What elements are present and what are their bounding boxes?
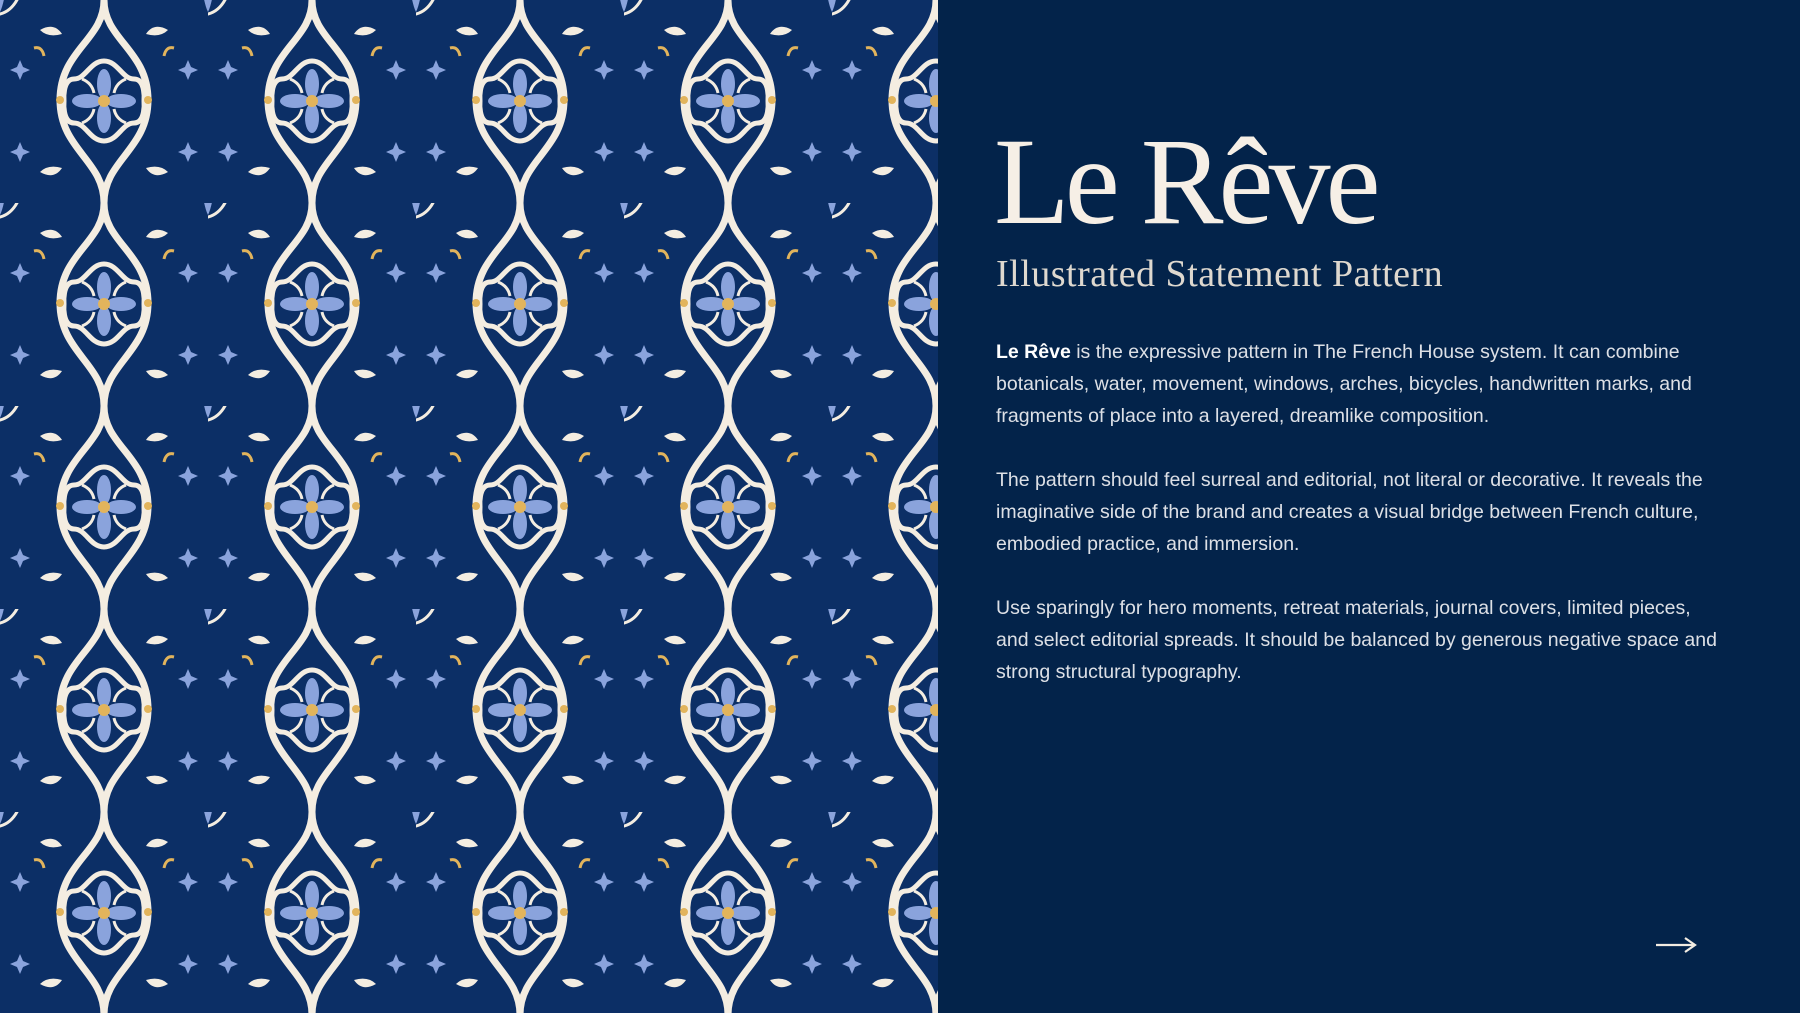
- description-paragraph-2: The pattern should feel surreal and editorial, not literal or decorative. It reveals the imaginative side of the brand and creates a visual bridge between French culture, embodied practice, and immersion.: [996, 468, 1703, 555]
- page-subtitle: Illustrated Statement Pattern: [996, 253, 1444, 295]
- description-paragraph-3: Use sparingly for hero moments, retreat materials, journal covers, limited pieces, and select editorial spreads. It should be balanced by generous negative space and strong structural typography.: [996, 596, 1717, 683]
- description-paragraph-1: [996, 336, 1724, 432]
- arrow-right-icon: [1655, 932, 1699, 958]
- page-title: Le Rêve: [994, 113, 1376, 250]
- next-slide-button[interactable]: [1655, 932, 1699, 958]
- description-paragraph-1-text: is the expressive pattern in The French House system. It can combine botanicals, water, movement, windows, arches, bicycles, handwritten marks, and fragments of place into a layered, dreamlike composition.: [996, 340, 1692, 427]
- content-column: [994, 113, 1724, 720]
- pattern-name-bold: Le Rêve: [996, 340, 1071, 363]
